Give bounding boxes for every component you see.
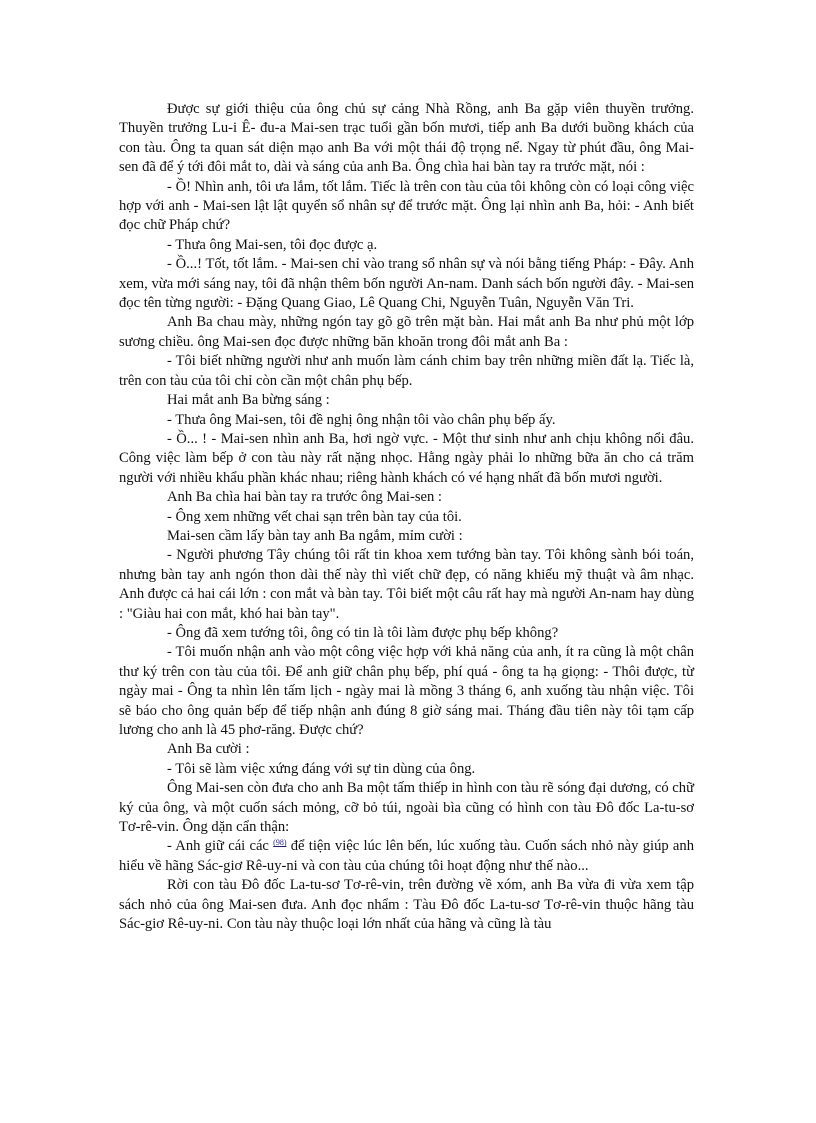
paragraph: - Tôi muốn nhận anh vào một công việc hợp với khả năng của anh, ít ra cũng là một chân thư ký trên con tàu của tôi. Để anh giữ chân phụ bếp, phí quá - ông ta hạ giọng: - Thôi được, từ ngày mai - Ông ta nhìn lên tấm lịch - ngày mai là mồng 3 tháng 6, anh xuống tàu nhận việc. Tôi sẽ báo cho ông quản bếp để tiếp nhận anh đúng 8 giờ sáng mai. Tháng đầu tiên này tôi tạm cấp lương cho anh là 45 phơ-răng. Được chứ? bbox=[119, 644, 694, 738]
document-page bbox=[119, 100, 694, 934]
paragraph: Ông Mai-sen còn đưa cho anh Ba một tấm thiếp in hình con tàu rẽ sóng đại dương, có chữ ký của ông, và một cuốn sách mỏng, cỡ bỏ túi, ngoài bìa cũng có hình con tàu Đô đốc La-tu-sơ Tơ-rê-vin. Ông dặn cẩn thận: bbox=[119, 780, 694, 836]
paragraph: Anh Ba chìa hai bàn tay ra trước ông Mai-sen : bbox=[167, 489, 442, 506]
paragraph: - Ông đã xem tướng tôi, ông có tin là tôi làm được phụ bếp không? bbox=[167, 624, 559, 641]
paragraph: Anh Ba chau mày, những ngón tay gõ gõ trên mặt bàn. Hai mắt anh Ba như phủ một lớp sương chiều. ông Mai-sen đọc được những băn khoăn trong đôi mắt anh Ba : bbox=[119, 314, 694, 350]
paragraph: - Thưa ông Mai-sen, tôi đọc được ạ. bbox=[167, 236, 378, 253]
paragraph: - Ồ! Nhìn anh, tôi ưa lắm, tốt lắm. Tiếc là trên con tàu của tôi không còn có loại công việc hợp với anh - Mai-sen lật lật quyển sổ nhân sự để trước mặt. Ông lại nhìn anh Ba, hỏi: - Anh biết đọc chữ Pháp chứ? bbox=[119, 178, 694, 234]
paragraph: - Tôi biết những người như anh muốn làm cánh chim bay trên những miền đất lạ. Tiếc là, trên con tàu của tôi chỉ còn cần một chân phụ bếp. bbox=[119, 353, 694, 389]
paragraph: - Ồ...! Tốt, tốt lắm. - Mai-sen chỉ vào trang sổ nhân sự và nói bằng tiếng Pháp: - Đây. Anh xem, vừa mới sáng nay, tôi đã nhận thêm bốn người An-nam. Danh sách bốn người đây. - Mai-sen đọc tên từng người: - Đặng Quang Giao, Lê Quang Chi, Nguyễn Tuân, Nguyễn Văn Tri. bbox=[119, 256, 694, 312]
paragraph: Anh Ba cười : bbox=[167, 741, 250, 758]
paragraph: - Tôi sẽ làm việc xứng đáng với sự tin dùng của ông. bbox=[167, 760, 476, 777]
paragraph: - Người phương Tây chúng tôi rất tin khoa xem tướng bàn tay. Tôi không sành bói toán, nhưng bàn tay anh ngón thon dài thế này thì viết chữ đẹp, có năng khiếu mỹ thuật và âm nhạc. Anh được cả hai cái lớn : con mắt và bàn tay. Tôi biết một câu rất hay mà người An-nam hay dùng : "Giàu hai con mắt, khó hai bàn tay". bbox=[119, 547, 694, 622]
paragraph: - Ồ... ! - Mai-sen nhìn anh Ba, hơi ngờ vực. - Một thư sinh như anh chịu không nổi đâu. Công việc làm bếp ở con tàu này rất nặng nhọc. Hằng ngày phải lo những bữa ăn cho cả trăm người với nhiều khẩu phần khác nhau; riêng hành khách có vé hạng nhất đã bốn mươi người. bbox=[119, 430, 694, 486]
paragraph: Được sự giới thiệu của ông chủ sự cảng Nhà Rồng, anh Ba gặp viên thuyền trưởng. Thuyền trưởng Lu-i Ê- đu-a Mai-sen trạc tuổi gần bốn mươi, tiếp anh Ba dưới buồng khách của con tàu. Ông ta quan sát diện mạo anh Ba với một thái độ trọng nể. Ngay từ phút đầu, ông Mai-sen đã để ý tới đôi mắt to, dài và sáng của anh Ba. Ông chìa hai bàn tay ra trước mặt, nói : bbox=[119, 101, 694, 176]
paragraph: - Ông xem những vết chai sạn trên bàn tay của tôi. bbox=[167, 508, 462, 525]
paragraph-with-footnote bbox=[119, 837, 694, 876]
paragraph: Mai-sen cầm lấy bàn tay anh Ba ngắm, mỉm cười : bbox=[167, 527, 463, 544]
paragraph-text: để tiện việc lúc lên bến, lúc xuống tàu. Cuốn sách nhỏ này giúp anh hiểu về hãng Sác-giơ Rê-uy-ni và con tàu của chúng tôi hoạt động như thế nào... bbox=[119, 838, 694, 874]
footnote-link[interactable]: (98) bbox=[273, 838, 287, 848]
paragraph-text: - Anh giữ cái các bbox=[167, 838, 274, 855]
paragraph: Rời con tàu Đô đốc La-tu-sơ Tơ-rê-vin, trên đường về xóm, anh Ba vừa đi vừa xem tập sách nhỏ của ông Mai-sen đưa. Anh đọc nhẩm : Tàu Đô đốc La-tu-sơ Tơ-rê-vin thuộc hãng tàu Sác-giơ Rê-uy-ni. Con tàu này thuộc loại lớn nhất của hãng và cũng là tàu bbox=[119, 877, 694, 933]
paragraph: Hai mắt anh Ba bừng sáng : bbox=[167, 392, 330, 409]
paragraph: - Thưa ông Mai-sen, tôi đề nghị ông nhận tôi vào chân phụ bếp ấy. bbox=[167, 411, 556, 428]
